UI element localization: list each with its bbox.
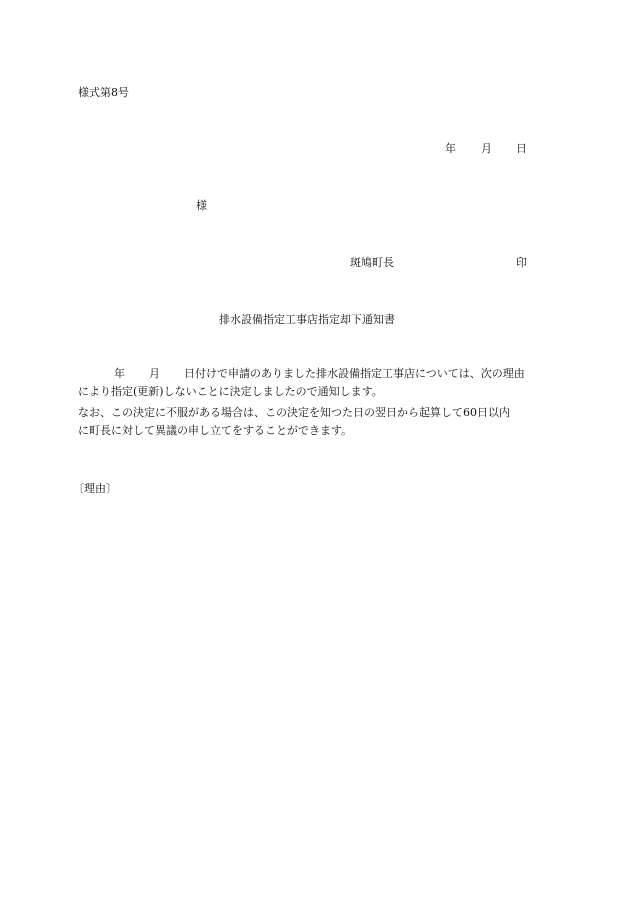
reason-label: 〔理由〕: [73, 482, 117, 495]
seal-mark: 印: [516, 256, 527, 269]
form-number: 様式第8号: [78, 86, 129, 99]
document-title: 排水設備指定工事店指定却下通知書: [219, 313, 395, 326]
body-paragraph-line-2: により指定(更新)しないことに決定しましたので通知します。: [78, 385, 383, 398]
date-month-label: 月: [481, 142, 492, 155]
date-day-label: 日: [516, 142, 527, 155]
body-paragraph-line-1: [78, 367, 525, 381]
body-line-1-text: 日付けで申請のありました排水設備指定工事店については、次の理由: [184, 367, 525, 380]
body-paragraph-line-3: なお、この決定に不服がある場合は、この決定を知つた日の翌日から起算して60日以内: [78, 406, 510, 419]
date-year-label: 年: [445, 142, 456, 155]
addressee-suffix: 様: [196, 199, 207, 212]
issuer-title: 斑鳩町長: [350, 256, 394, 269]
body-year-label: 年: [114, 367, 125, 380]
body-month-label: 月: [149, 367, 160, 380]
body-paragraph-line-4: に町長に対して異議の申し立てをすることができます。: [78, 424, 353, 437]
